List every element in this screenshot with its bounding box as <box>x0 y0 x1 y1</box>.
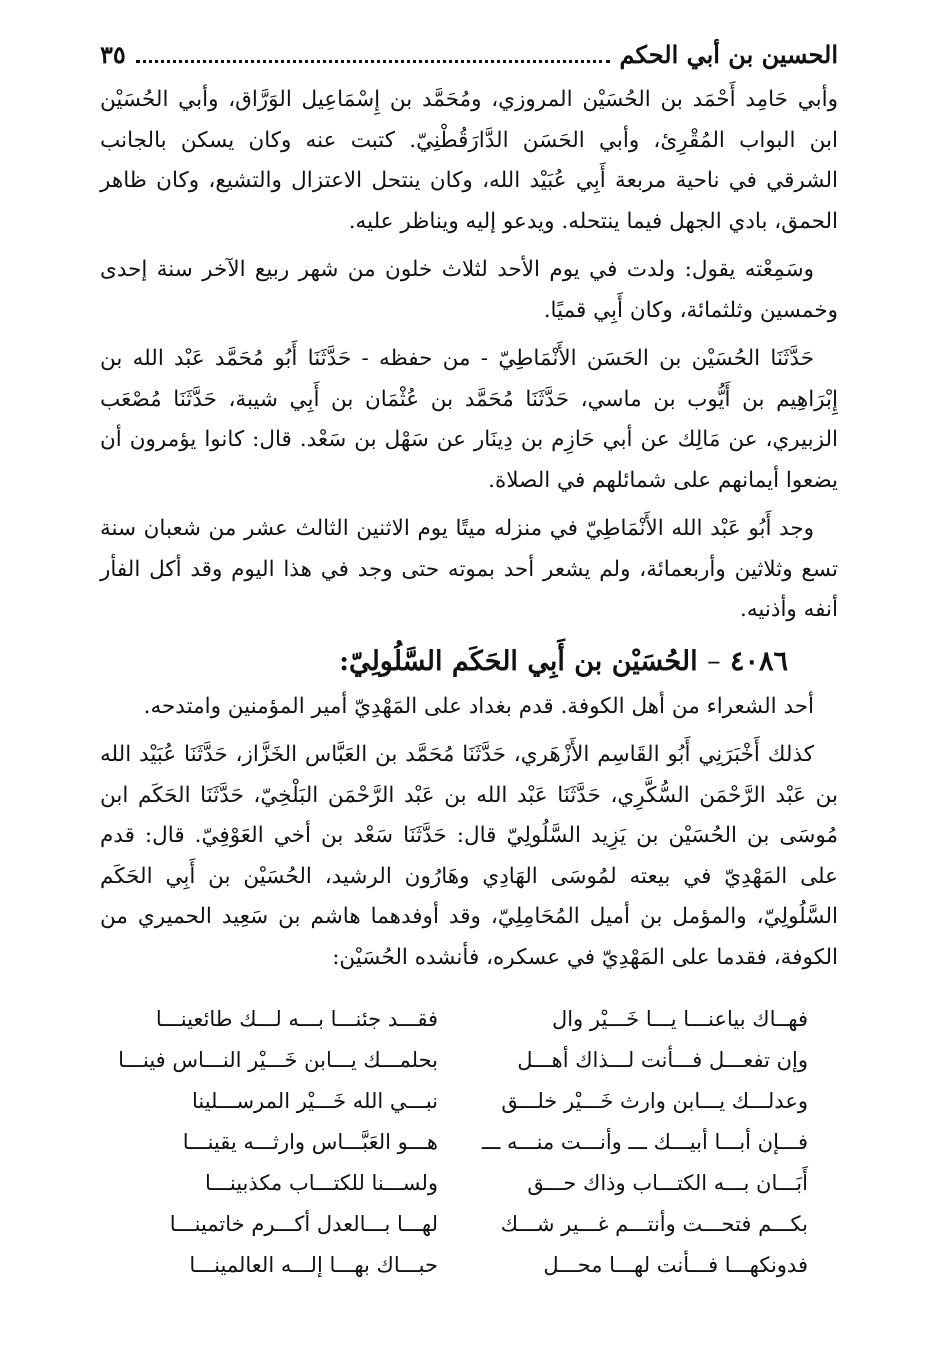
page-number: ٣٥ <box>100 40 126 69</box>
verse-second-hemistich: لهـــا بـــالعدل أكـــرم خاتمينـــا <box>169 1211 438 1236</box>
poem-verse <box>100 1203 838 1244</box>
poem-verse <box>100 1162 838 1203</box>
paragraph: وأبي حَامِد أَحْمَد بن الحُسَيْن المروزي، ومُحَمَّد بن إِسْمَاعِيل الوَرَّاق، وأبي الحُسَيْن ابن البواب المُقْرِئ، وأبي الحَسَن الدَّارَقُطْنِيّ. كتبت عنه وكان يسكن بالجانب الشرقي في ناحية مربعة أَبِي عُبَيْد الله، وكان ينتحل الاعتزال والتشيع، وكان ظاهر الحمق، بادي الجهل فيما ينتحله. ويدعو إليه ويناظر عليه. <box>100 87 838 234</box>
verse-second-hemistich: ولســـنا للكتـــاب مكذبينـــا <box>205 1170 438 1195</box>
paragraph: وجد أَبُو عَبْد الله الأَنْمَاطِيّ في منزله ميتًا يوم الاثنين الثالث عشر من شعبان سنة تسع وثلاثين وأربعمائة، ولم يشعر أحد بموته حتى وجد في هذا اليوم وقد أكل الفأر أنفه وأذنيه. <box>100 516 838 622</box>
entry-heading <box>100 639 838 685</box>
verse-second-hemistich: نبـــي الله خَـــيْر المرســـلينا <box>191 1088 438 1113</box>
verse-first-hemistich: وإن تفعـــل فـــأنت لـــذاك أهـــل <box>517 1047 808 1072</box>
verse-first-hemistich: أَبَـــان بـــه الكتـــاب وذاك حـــق <box>527 1170 808 1195</box>
verse-first-hemistich: وعدلـــك يـــابن وارث خَـــيْر خلـــق <box>501 1088 808 1113</box>
verse-first-hemistich: فدونكهـــا فـــأنت لهـــا محـــل <box>543 1252 808 1277</box>
paragraph: أحد الشعراء من أهل الكوفة. قدم بغداد على المَهْدِيّ أمير المؤمنين وامتدحه. <box>143 693 814 719</box>
verse-second-hemistich: بحلمـــك يـــابن خَـــيْر النـــاس فينـــا <box>118 1047 438 1072</box>
paragraph: وسَمِعْته يقول: ولدت في يوم الأحد لثلاث خلون من شهر ربيع الآخر سنة إحدى وخمسين وثلثمائة، وكان أَبِي قميًا. <box>100 257 838 323</box>
poem-verse <box>100 1244 838 1285</box>
running-header <box>100 40 838 80</box>
paragraph: كذلك أَخْبَرَنِي أَبُو القَاسِم الأَزْهَري، حَدَّثَنَا مُحَمَّد بن العَبَّاس الخَزَّاز، حَدَّثَنَا عُبَيْد الله بن عَبْد الرَّحْمَن السُّكَّرِي، حَدَّثَنَا عَبْد الله بن عَبْد الرَّحْمَن البَلْخِيّ، حَدَّثَنَا الحَكَم ابن مُوسَى بن الحُسَيْن بن يَزِيد السَّلُولِيّ قال: حَدَّثَنَا سَعْد بن أخي العَوْفِيّ. قال: قدم على المَهْدِيّ في بيعته لمُوسَى الهَادِي وهَارُون الرشيد، الحُسَيْن بن أَبِي الحَكَم السَّلُولِيّ، والمؤمل بن أميل المُحَامِلِيّ، وقد أوفدهما هاشم بن سَعِيد الحميري من الكوفة، فقدما على المَهْدِيّ في عسكره، فأنشده الحُسَيْن: <box>100 742 838 970</box>
poem <box>100 998 838 1285</box>
book-page <box>100 40 838 1285</box>
entry-number: ٤٠٨٦ <box>729 645 788 677</box>
verse-first-hemistich: فـــإن أبـــا أبيـــك ـــ وأنـــت منـــه ـــ <box>481 1129 808 1154</box>
verse-first-hemistich: فهــاك بياعنـــا يـــا خَـــيْر وال <box>551 1006 808 1031</box>
paragraph: حَدَّثَنَا الحُسَيْن بن الحَسَن الأَنْمَاطِيّ - من حفظه - حَدَّثَنَا أَبُو مُحَمَّد عَبْد الله بن إِبْرَاهِيم بن أَيُّوب بن ماسي، حَدَّثَنَا مُحَمَّد بن عُثْمَان بن أَبِي شيبة، حَدَّثَنَا مُصْعَب الزبيري، عن مَالِك عن أبي حَازِم بن دِينَار عن سَهْل بن سَعْد. قال: كانوا يؤمرون أن يضعوا أيمانهم على شمائلهم في الصلاة. <box>100 346 838 493</box>
entry-title: الحُسَيْن بن أَبِي الحَكَم السَّلُولِيّ: <box>339 645 698 677</box>
poem-verse <box>100 1080 838 1121</box>
verse-second-hemistich: حبـــاك بهـــا إلـــه العالمينـــا <box>189 1252 438 1277</box>
header-dot-leader <box>136 60 610 63</box>
entry-dash: – <box>707 645 721 677</box>
poem-verse <box>100 1039 838 1080</box>
verse-first-hemistich: بكـــم فتحـــت وأنتـــم غـــير شـــك <box>500 1211 808 1236</box>
verse-second-hemistich: فقـــد جئنـــا بـــه لـــك طائعينـــا <box>155 1006 438 1031</box>
header-title: الحسين بن أبي الحكم <box>619 40 838 69</box>
poem-verse <box>100 998 838 1039</box>
poem-verse <box>100 1121 838 1162</box>
verse-second-hemistich: هـــو العَبَّـــاس وارثـــه يقينـــا <box>182 1129 438 1154</box>
